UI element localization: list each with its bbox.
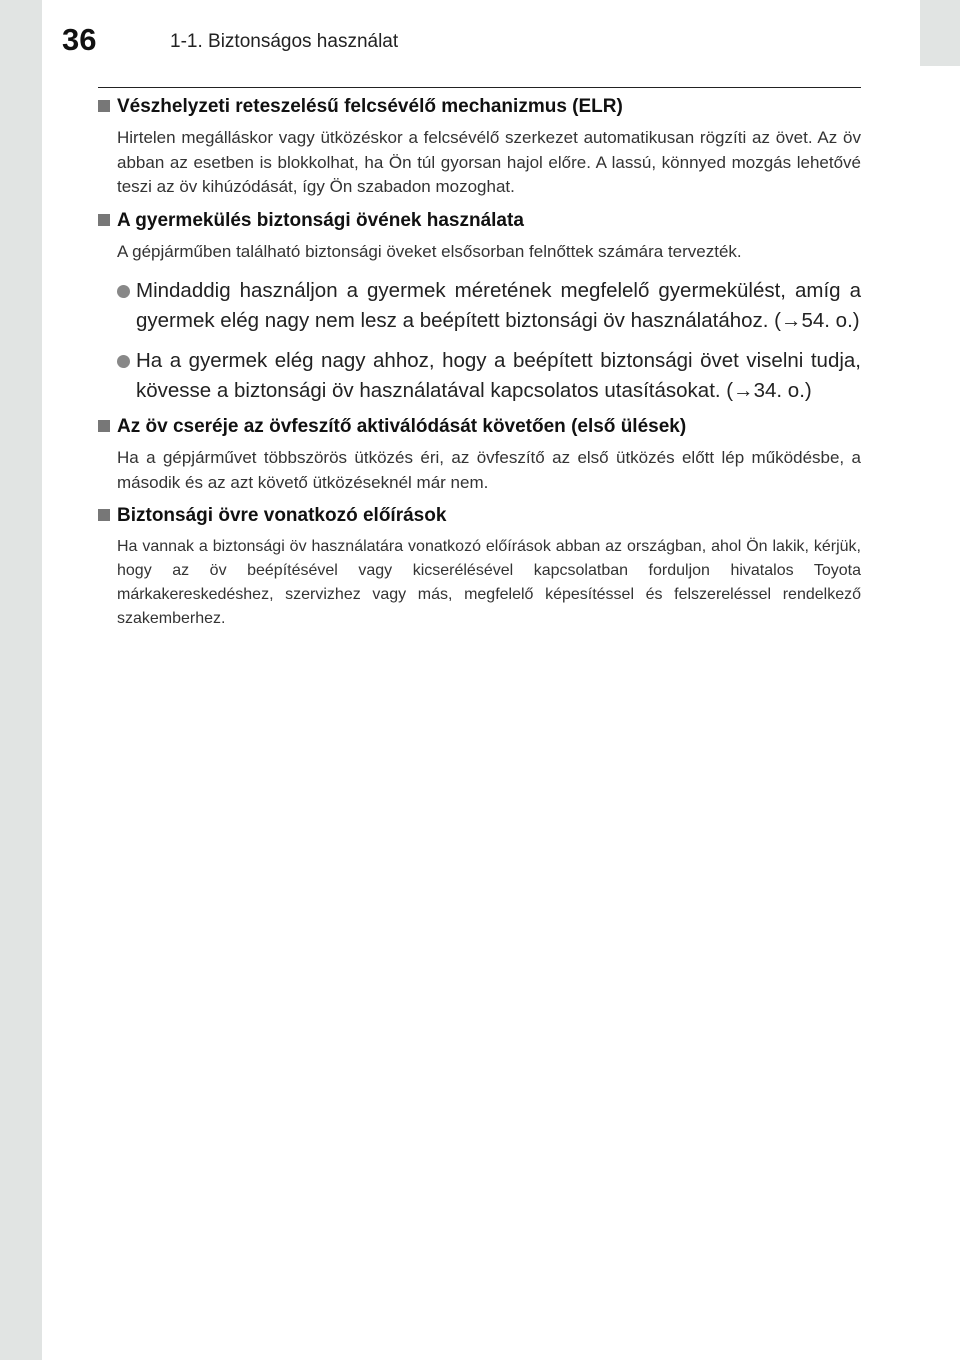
header-tab <box>920 0 960 66</box>
section-heading <box>98 96 861 118</box>
section-heading-text: Az öv cseréje az övfeszítő aktiválódását követően (első ülések) <box>117 416 687 437</box>
list-item <box>117 346 861 406</box>
list-item-text: Ha a gyermek elég nagy ahhoz, hogy a beépített biztonsági övet viselni tudja, kövesse a biztonsági öv használatával kapcsolatos utasításokat. (→34. o.) <box>136 349 861 402</box>
section-heading <box>98 210 861 232</box>
square-bullet-icon <box>98 509 110 521</box>
section-paragraph: Hirtelen megálláskor vagy ütközéskor a felcsévélő szerkezet automatikusan rögzíti az övet. Az öv abban az esetben is blokkolhat, ha Ön túl gyorsan hajol előre. A lassú, könnyed mozgás lehetővé teszi az öv kihúzódását, így Ön szabadon mozoghat. <box>117 128 861 196</box>
section-paragraph: Ha vannak a biztonsági öv használatára vonatkozó előírások abban az országban, ahol Ön lakik, kérjük, hogy az öv beépítésével vagy kicserélésével kapcsolatban forduljon hivatalos Toyota márkakereskedéshez, szervizhez vagy más, megfelelő képesítéssel és felszereléssel rendelkező szakemberhez. <box>117 538 861 627</box>
section-heading <box>98 416 861 438</box>
section-heading <box>98 505 861 527</box>
section-regulations <box>98 505 861 631</box>
square-bullet-icon <box>98 214 110 226</box>
list-item <box>117 276 861 336</box>
page-number: 36 <box>62 22 97 57</box>
square-bullet-icon <box>98 100 110 112</box>
bullet-list <box>117 276 861 406</box>
section-heading-text: Vészhelyzeti reteszelésű felcsévélő mechanizmus (ELR) <box>117 96 623 117</box>
header-divider <box>98 87 861 88</box>
section-elr <box>98 96 861 200</box>
square-bullet-icon <box>98 420 110 432</box>
section-paragraph: A gépjárműben található biztonsági öveket elsősorban felnőttek számára tervezték. <box>117 241 742 261</box>
round-bullet-icon <box>117 355 130 368</box>
section-heading-text: A gyermekülés biztonsági övének használata <box>117 209 524 231</box>
section-paragraph: Ha a gépjárművet többszörös ütközés éri, az övfeszítő az első ütközés előtt lép működésbe, a második és az azt követő ütközéseknél már nem. <box>117 448 861 492</box>
round-bullet-icon <box>117 285 130 298</box>
chapter-title: 1-1. Biztonságos használat <box>170 31 399 52</box>
section-child-seat <box>98 210 861 407</box>
section-pretensioner <box>98 416 861 495</box>
list-item-text: Mindaddig használjon a gyermek méretének megfelelő gyermekülést, amíg a gyermek elég nagy nem lesz a beépített biztonsági öv használatához. (→54. o.) <box>136 279 861 332</box>
page-content <box>98 96 861 641</box>
section-heading-text: Biztonsági övre vonatkozó előírások <box>117 505 447 526</box>
page-margin-band <box>0 0 42 1360</box>
